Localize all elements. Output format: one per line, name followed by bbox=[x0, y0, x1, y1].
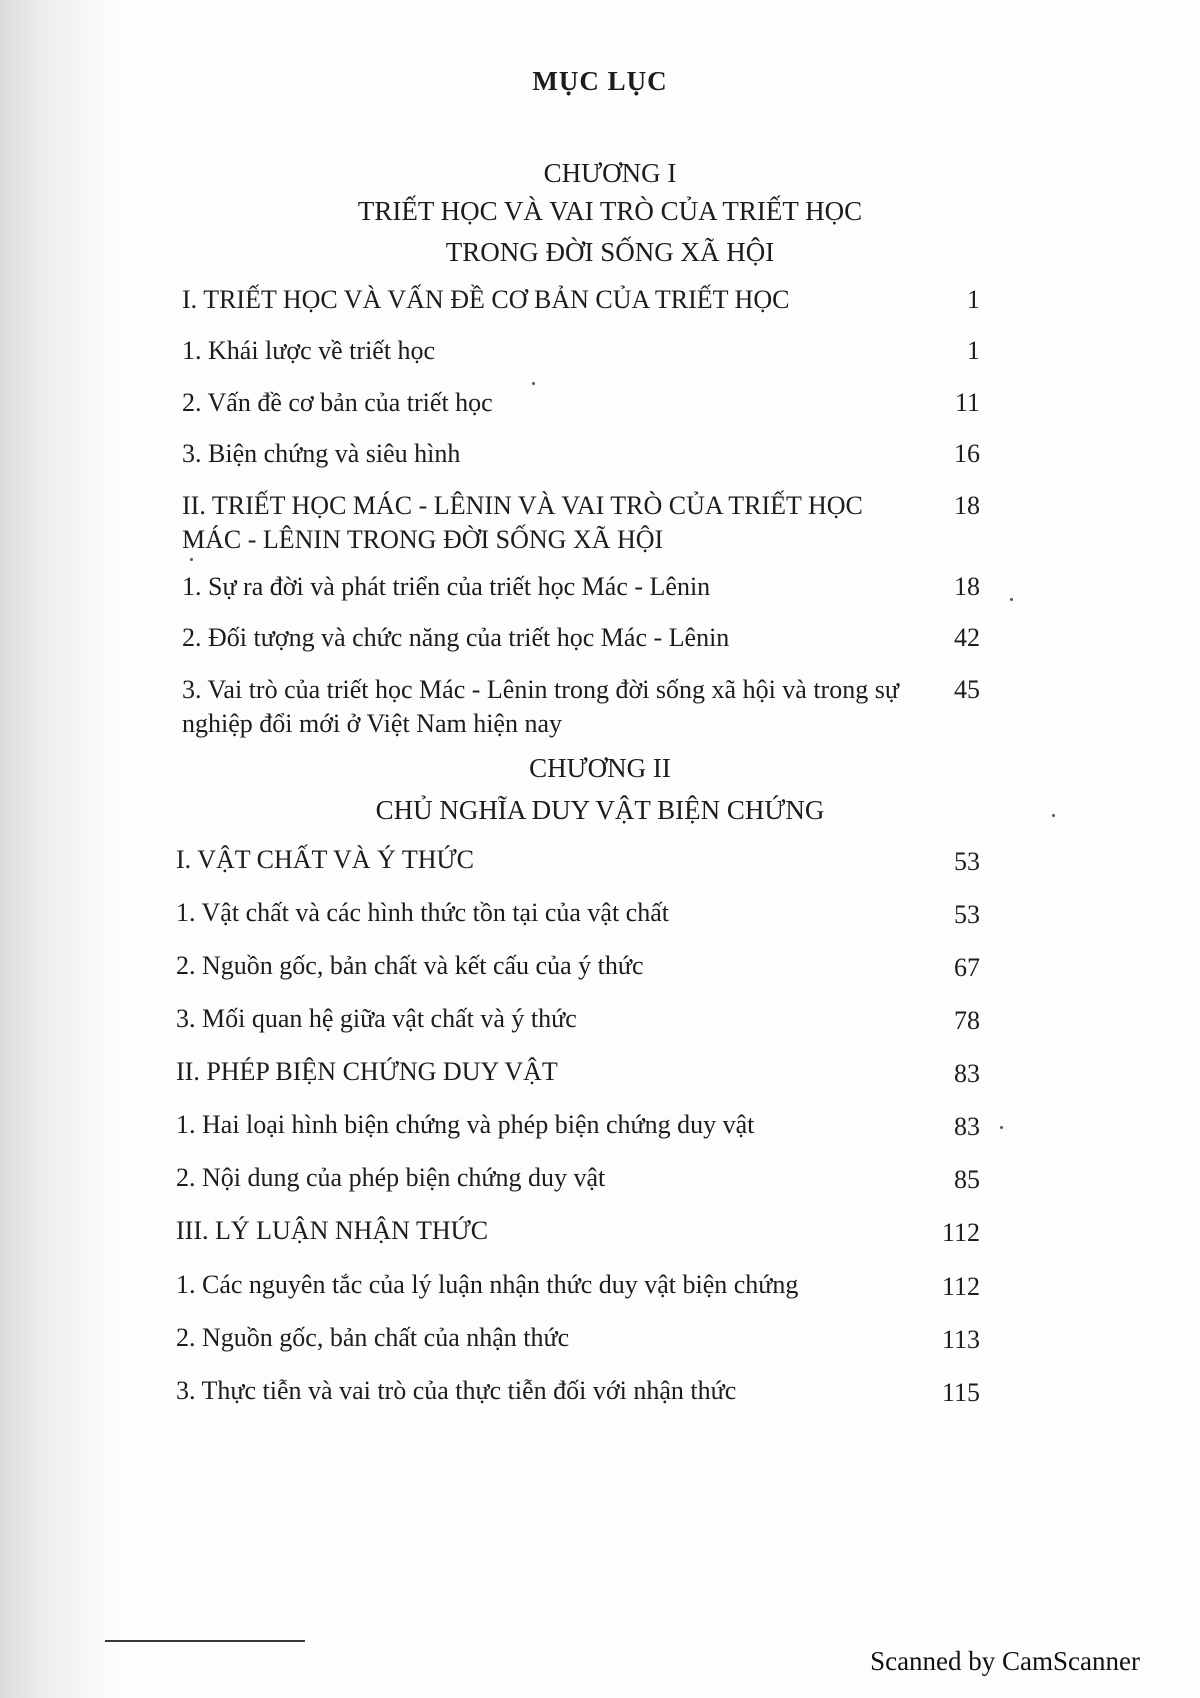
chapter-1-label: CHƯƠNG I bbox=[543, 158, 677, 188]
chapter-2-title-line-1: CHỦ NGHĨA DUY VẬT BIỆN CHỨNG bbox=[375, 795, 825, 825]
bottom-rule bbox=[105, 1640, 305, 1642]
toc-entry: 1. Hai loại hình biện chứng và phép biện chứng duy vật bbox=[176, 1110, 755, 1139]
scan-speck bbox=[1010, 598, 1013, 601]
toc-page-number: 67 bbox=[954, 953, 980, 982]
toc-page-number: 83 bbox=[954, 1112, 980, 1141]
toc-entry: 2. Vấn đề cơ bản của triết học bbox=[182, 388, 493, 417]
toc-page-number: 45 bbox=[954, 675, 980, 704]
toc-page-number: 53 bbox=[954, 847, 980, 876]
toc-entry-line-2: nghiệp đổi mới ở Việt Nam hiện nay bbox=[182, 709, 563, 738]
toc-page-number: 112 bbox=[941, 1272, 980, 1301]
toc-entry-section-1: I. VẬT CHẤT VÀ Ý THỨC bbox=[176, 845, 475, 874]
chapter-1-title-line-2: TRONG ĐỜI SỐNG XÃ HỘI bbox=[445, 237, 775, 267]
toc-title: MỤC LỤC bbox=[532, 66, 668, 96]
toc-page-number: 1 bbox=[967, 336, 980, 365]
toc-page-number: 85 bbox=[954, 1165, 980, 1194]
toc-entry: 3. Mối quan hệ giữa vật chất và ý thức bbox=[176, 1004, 577, 1033]
toc-entry-line-1: 3. Vai trò của triết học Mác - Lênin trong đời sống xã hội và trong sự bbox=[182, 675, 899, 704]
toc-entry: 3. Biện chứng và siêu hình bbox=[182, 439, 461, 468]
scan-speck bbox=[190, 558, 193, 561]
toc-page-number: 113 bbox=[941, 1325, 980, 1354]
toc-page-number: 1 bbox=[967, 285, 980, 314]
chapter-2-label: CHƯƠNG II bbox=[529, 753, 671, 783]
toc-entry bbox=[182, 673, 899, 741]
scan-speck bbox=[1052, 814, 1055, 817]
toc-page-number: 16 bbox=[954, 439, 980, 468]
toc-page-number: 112 bbox=[941, 1218, 980, 1247]
toc-entry: 1. Vật chất và các hình thức tồn tại của vật chất bbox=[176, 898, 669, 927]
toc-page-number: 83 bbox=[954, 1059, 980, 1088]
toc-page-number: 18 bbox=[954, 491, 980, 520]
toc-entry: 1. Các nguyên tắc của lý luận nhận thức duy vật biện chứng bbox=[176, 1270, 799, 1299]
toc-entry-section-2 bbox=[182, 489, 863, 557]
toc-entry: 2. Nội dung của phép biện chứng duy vật bbox=[176, 1163, 606, 1192]
toc-entry: 1. Khái lược về triết học bbox=[182, 336, 436, 365]
toc-entry-line-2: MÁC - LÊNIN TRONG ĐỜI SỐNG XÃ HỘI bbox=[182, 525, 664, 554]
scanner-watermark: Scanned by CamScanner bbox=[870, 1646, 1140, 1676]
toc-entry: 3. Thực tiễn và vai trò của thực tiễn đối với nhận thức bbox=[176, 1376, 737, 1405]
toc-entry-section-1: I. TRIẾT HỌC VÀ VẤN ĐỀ CƠ BẢN CỦA TRIẾT HỌC bbox=[182, 285, 790, 314]
toc-entry: 1. Sự ra đời và phát triển của triết học Mác - Lênin bbox=[182, 572, 711, 601]
toc-page-number: 18 bbox=[954, 572, 980, 601]
toc-entry: 2. Đối tượng và chức năng của triết học Mác - Lênin bbox=[182, 623, 730, 652]
toc-page-number: 53 bbox=[954, 900, 980, 929]
toc-entry: 2. Nguồn gốc, bản chất và kết cấu của ý thức bbox=[176, 951, 644, 980]
toc-page-number: 42 bbox=[954, 623, 980, 652]
toc-entry-section-3: III. LÝ LUẬN NHẬN THỨC bbox=[176, 1216, 489, 1245]
toc-entry-section-2: II. PHÉP BIỆN CHỨNG DUY VẬT bbox=[176, 1057, 558, 1086]
scan-speck bbox=[1000, 1126, 1003, 1129]
toc-page-number: 11 bbox=[954, 388, 980, 417]
toc-entry: 2. Nguồn gốc, bản chất của nhận thức bbox=[176, 1323, 570, 1352]
chapter-1-title-line-1: TRIẾT HỌC VÀ VAI TRÒ CỦA TRIẾT HỌC bbox=[357, 196, 863, 226]
toc-page-number: 78 bbox=[954, 1006, 980, 1035]
scan-speck bbox=[532, 382, 535, 385]
toc-page-number: 115 bbox=[941, 1378, 980, 1407]
toc-entry-line-1: II. TRIẾT HỌC MÁC - LÊNIN VÀ VAI TRÒ CỦA TRIẾT HỌC bbox=[182, 491, 863, 520]
